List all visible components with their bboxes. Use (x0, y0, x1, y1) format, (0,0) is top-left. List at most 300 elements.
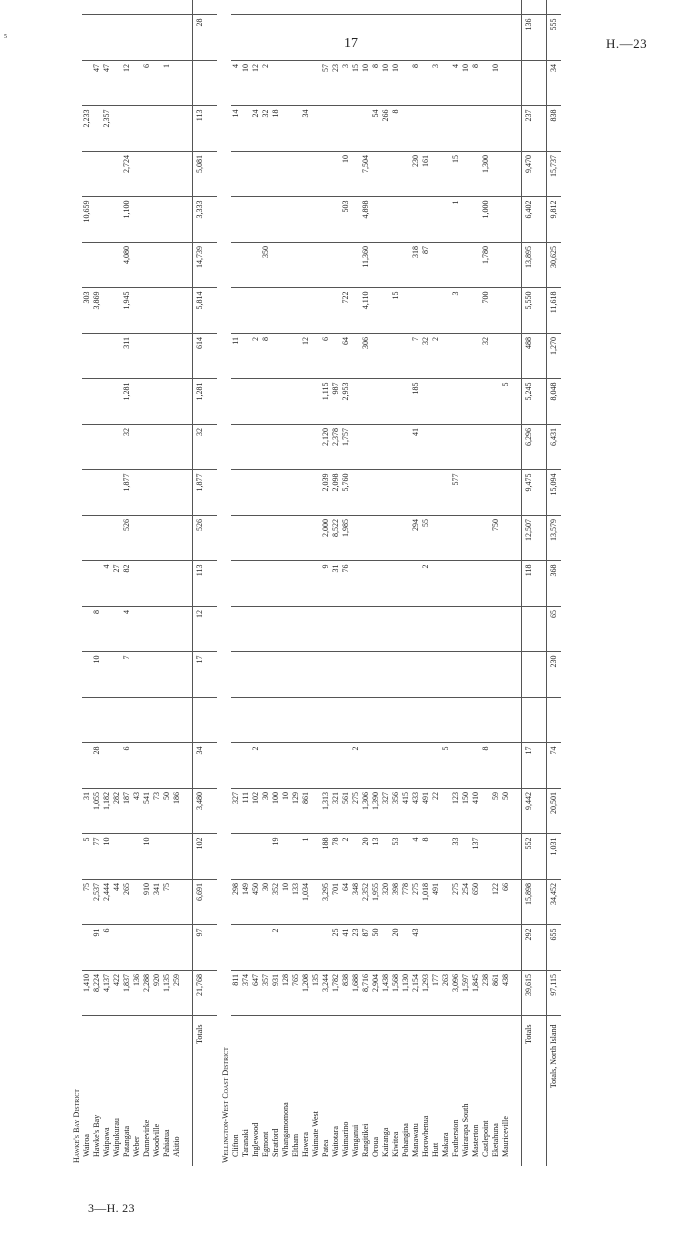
table-row (132, 0, 142, 1166)
table-cell: 410 (471, 789, 481, 835)
table-cell (361, 698, 371, 744)
table-cell (112, 698, 122, 744)
table-cell (281, 61, 291, 107)
table-cell (193, 0, 208, 15)
spacer-cell (207, 607, 217, 653)
table-cell: 1,877 (193, 470, 208, 516)
table-cell (132, 15, 142, 61)
table-cell: 4,080 (122, 243, 132, 289)
table-cell: 5,814 (193, 288, 208, 334)
table-cell (451, 607, 461, 653)
table-cell (172, 152, 182, 198)
table-cell (381, 698, 391, 744)
table-cell: 2,120 (321, 425, 331, 471)
table-cell (491, 607, 501, 653)
spacer-row (536, 0, 547, 1166)
spacer-cell (536, 197, 547, 243)
table-cell (281, 925, 291, 971)
table-cell: 10 (92, 652, 102, 698)
table-cell (431, 652, 441, 698)
table-cell (501, 698, 511, 744)
table-cell (421, 0, 431, 15)
table-cell (92, 698, 102, 744)
table-cell (381, 652, 391, 698)
table-row (501, 0, 511, 1166)
row-label: Clifton (231, 1134, 240, 1157)
row-label: Hawke's Bay (92, 1114, 101, 1157)
table-cell: 6 (122, 743, 132, 789)
row-label: Patangata (122, 1125, 131, 1157)
table-cell (102, 516, 112, 562)
table-cell (431, 925, 441, 971)
table-row (92, 0, 102, 1166)
spacer-cell (207, 652, 217, 698)
spacer-cell (207, 0, 217, 15)
table-cell: 5,081 (193, 152, 208, 198)
table-cell (311, 789, 321, 835)
table-cell: 230 (411, 152, 421, 198)
table-cell: 136 (132, 971, 142, 1017)
table-cell (481, 470, 491, 516)
table-cell: 422 (112, 971, 122, 1017)
table-cell (311, 152, 321, 198)
table-cell (162, 652, 172, 698)
table-cell (162, 379, 172, 425)
table-cell (92, 379, 102, 425)
table-cell (172, 516, 182, 562)
table-cell (291, 834, 301, 880)
table-cell (471, 152, 481, 198)
table-cell (351, 607, 361, 653)
table-cell (501, 334, 511, 380)
table-cell (321, 607, 331, 653)
table-cell: 13,579 (547, 516, 562, 562)
table-cell (172, 425, 182, 471)
table-cell (92, 0, 102, 15)
table-cell (271, 15, 281, 61)
table-cell (341, 652, 351, 698)
table-row (481, 0, 491, 1166)
table-cell (381, 743, 391, 789)
table-cell (281, 652, 291, 698)
spacer-cell (182, 425, 193, 471)
table-cell (281, 106, 291, 152)
table-cell (132, 925, 142, 971)
table-cell (401, 152, 411, 198)
table-cell (251, 379, 261, 425)
table-cell: 31 (82, 789, 92, 835)
row-label: Waitotara (331, 1126, 340, 1157)
table-cell (361, 652, 371, 698)
table-cell (421, 425, 431, 471)
table-cell (441, 834, 451, 880)
table-cell: 1 (162, 61, 172, 107)
table-cell (142, 106, 152, 152)
table-cell: 23 (331, 61, 341, 107)
table-cell: 4,898 (361, 197, 371, 243)
table-cell (112, 334, 122, 380)
table-cell (291, 516, 301, 562)
table-cell (311, 652, 321, 698)
spacer-cell (536, 152, 547, 198)
spacer-cell (536, 880, 547, 926)
table-cell: 1 (301, 834, 311, 880)
table-cell (431, 15, 441, 61)
table-cell (301, 470, 311, 516)
table-cell (152, 197, 162, 243)
table-cell (231, 925, 241, 971)
table-cell (401, 15, 411, 61)
table-cell (112, 516, 122, 562)
spacer-cell (207, 334, 217, 380)
table-cell: 701 (331, 880, 341, 926)
spacer-cell (182, 607, 193, 653)
table-cell (441, 334, 451, 380)
table-cell (271, 0, 281, 15)
table-cell (461, 561, 471, 607)
table-cell: 3,244 (321, 971, 331, 1017)
table-cell (251, 425, 261, 471)
table-cell (501, 0, 511, 15)
table-cell (132, 516, 142, 562)
table-cell: 910 (142, 880, 152, 926)
table-cell: 8 (391, 106, 401, 152)
table-cell (311, 516, 321, 562)
table-cell (251, 288, 261, 334)
table-cell (371, 652, 381, 698)
spacer-cell (207, 470, 217, 516)
table-cell (261, 743, 271, 789)
row-label: Kairanga (381, 1127, 390, 1157)
table-cell (291, 925, 301, 971)
spacer-cell (207, 971, 217, 1017)
table-cell (421, 288, 431, 334)
row-label: Featherston (451, 1119, 460, 1157)
table-cell: 237 (522, 106, 537, 152)
table-cell (331, 334, 341, 380)
table-cell (82, 379, 92, 425)
table-cell (331, 15, 341, 61)
table-cell (361, 106, 371, 152)
table-cell (261, 425, 271, 471)
table-cell (501, 243, 511, 289)
table-cell (381, 561, 391, 607)
spacer-cell (207, 425, 217, 471)
table-cell: 43 (132, 789, 142, 835)
table-cell (351, 516, 361, 562)
table-cell (241, 652, 251, 698)
table-cell (231, 15, 241, 61)
table-cell: 3,096 (451, 971, 461, 1017)
table-cell: 2 (251, 334, 261, 380)
table-cell (331, 106, 341, 152)
table-cell: 838 (547, 106, 562, 152)
table-cell: 1,985 (341, 516, 351, 562)
table-cell: 765 (291, 971, 301, 1017)
table-cell: 10 (341, 152, 351, 198)
table-cell (461, 243, 471, 289)
table-cell (471, 698, 481, 744)
table-cell: 2,537 (92, 880, 102, 926)
table-cell (441, 607, 451, 653)
table-cell (461, 106, 471, 152)
table-cell (172, 834, 182, 880)
table-row (102, 0, 112, 1166)
table-row (401, 0, 411, 1166)
table-cell (481, 61, 491, 107)
table-cell: 10 (391, 61, 401, 107)
spacer-cell (207, 379, 217, 425)
table-cell: 50 (371, 925, 381, 971)
table-cell: 2 (421, 561, 431, 607)
table-cell (132, 561, 142, 607)
table-cell (401, 834, 411, 880)
table-cell (481, 15, 491, 61)
table-cell: 327 (231, 789, 241, 835)
table-row (361, 0, 371, 1166)
table-cell (341, 15, 351, 61)
table-cell (301, 152, 311, 198)
table-cell (162, 834, 172, 880)
table-cell: 4 (122, 607, 132, 653)
table-cell (391, 470, 401, 516)
table-cell: 298 (231, 880, 241, 926)
table-cell (381, 334, 391, 380)
table-cell (112, 243, 122, 289)
table-cell (162, 925, 172, 971)
table-cell (102, 197, 112, 243)
table-cell: 3,869 (92, 288, 102, 334)
table-cell (92, 561, 102, 607)
spacer-cell (536, 834, 547, 880)
table-cell (351, 152, 361, 198)
table-cell (281, 379, 291, 425)
table-cell: 1,597 (461, 971, 471, 1017)
table-cell: 920 (152, 971, 162, 1017)
table-cell (471, 197, 481, 243)
table-cell (351, 652, 361, 698)
table-cell (142, 652, 152, 698)
table-cell: 12,507 (522, 516, 537, 562)
table-cell (261, 15, 271, 61)
table-cell (162, 561, 172, 607)
table-cell (301, 743, 311, 789)
table-cell: 34 (547, 61, 562, 107)
table-cell: 18 (271, 106, 281, 152)
spacer-cell (182, 1016, 193, 1166)
table-cell (391, 152, 401, 198)
spacer-cell (511, 743, 522, 789)
table-cell (142, 470, 152, 516)
table-cell (441, 652, 451, 698)
table-cell (471, 106, 481, 152)
table-cell: 356 (391, 789, 401, 835)
table-cell (92, 516, 102, 562)
table-cell (301, 652, 311, 698)
table-cell: 275 (351, 789, 361, 835)
table-cell (311, 743, 321, 789)
table-row (142, 0, 152, 1166)
table-cell (172, 61, 182, 107)
statistics-table (68, 0, 561, 1166)
table-cell (281, 516, 291, 562)
table-cell (122, 834, 132, 880)
table-cell: 135 (311, 971, 321, 1017)
table-cell (241, 743, 251, 789)
table-cell (421, 743, 431, 789)
table-cell (451, 243, 461, 289)
table-cell: 13,895 (522, 243, 537, 289)
table-cell (321, 698, 331, 744)
table-cell (381, 607, 391, 653)
table-cell (421, 925, 431, 971)
table-cell (341, 743, 351, 789)
table-cell (391, 15, 401, 61)
table-row (431, 0, 441, 1166)
spacer-cell (511, 425, 522, 471)
table-cell (152, 61, 162, 107)
table-cell (421, 607, 431, 653)
table-cell (301, 516, 311, 562)
spacer-cell (536, 288, 547, 334)
table-cell (501, 925, 511, 971)
table-cell (391, 698, 401, 744)
table-cell (291, 288, 301, 334)
table-cell: 34 (193, 743, 208, 789)
table-cell (251, 925, 261, 971)
table-cell (172, 0, 182, 15)
table-cell: 4 (411, 834, 421, 880)
table-cell (112, 197, 122, 243)
table-cell (132, 379, 142, 425)
table-cell (441, 0, 451, 15)
table-cell (401, 561, 411, 607)
table-cell (331, 243, 341, 289)
table-cell (82, 61, 92, 107)
table-cell (142, 15, 152, 61)
spacer-cell (536, 470, 547, 516)
section-heading: Hawke's Bay District (72, 1089, 81, 1163)
table-cell (451, 334, 461, 380)
table-cell (132, 106, 142, 152)
table-cell: 3,333 (193, 197, 208, 243)
table-cell (401, 743, 411, 789)
table-cell (381, 288, 391, 334)
table-cell (401, 607, 411, 653)
table-cell: 1,300 (481, 152, 491, 198)
table-cell (132, 61, 142, 107)
table-cell (361, 0, 371, 15)
table-cell (281, 15, 291, 61)
table-cell (271, 152, 281, 198)
table-cell (431, 834, 441, 880)
table-cell (411, 106, 421, 152)
row-label: Manawatu (411, 1123, 420, 1157)
table-cell: 8 (481, 743, 491, 789)
table-cell (261, 834, 271, 880)
table-row (291, 0, 301, 1166)
table-cell: 294 (411, 516, 421, 562)
table-cell: 238 (481, 971, 491, 1017)
spacer-cell (207, 15, 217, 61)
table-cell (301, 197, 311, 243)
table-cell (331, 197, 341, 243)
table-cell (112, 470, 122, 516)
table-cell: 5 (441, 743, 451, 789)
table-cell: 118 (522, 561, 537, 607)
table-cell (441, 561, 451, 607)
table-cell (461, 379, 471, 425)
table-cell (381, 516, 391, 562)
table-cell (271, 607, 281, 653)
table-cell (431, 106, 441, 152)
table-cell (301, 925, 311, 971)
row-label: Hutt (431, 1142, 440, 1157)
table-cell (281, 425, 291, 471)
table-cell (82, 516, 92, 562)
table-cell (172, 607, 182, 653)
table-cell (421, 106, 431, 152)
table-cell: 2,953 (341, 379, 351, 425)
table-cell (391, 0, 401, 15)
table-cell: 4 (102, 561, 112, 607)
table-cell: 275 (411, 880, 421, 926)
table-cell (441, 61, 451, 107)
table-cell (431, 379, 441, 425)
table-cell (92, 152, 102, 198)
spacer-cell (536, 243, 547, 289)
row-label: Makara (441, 1132, 450, 1157)
spacer-cell (511, 607, 522, 653)
table-cell (241, 0, 251, 15)
table-cell (261, 698, 271, 744)
table-cell (481, 0, 491, 15)
table-cell (421, 61, 431, 107)
table-cell (331, 743, 341, 789)
table-cell (102, 652, 112, 698)
table-cell (261, 288, 271, 334)
table-cell: 10 (361, 61, 371, 107)
table-cell: 1,208 (301, 971, 311, 1017)
table-cell (102, 288, 112, 334)
table-cell (231, 652, 241, 698)
table-cell (371, 516, 381, 562)
table-cell (271, 470, 281, 516)
spacer-cell (182, 925, 193, 971)
table-cell (401, 197, 411, 243)
table-cell: 8,224 (92, 971, 102, 1017)
table-cell: 2,098 (331, 470, 341, 516)
table-cell (301, 61, 311, 107)
spacer-cell (511, 1016, 522, 1166)
table-cell (112, 925, 122, 971)
row-label: Hawera (301, 1132, 310, 1157)
row-label: Waimarino (341, 1121, 350, 1157)
table-row (471, 0, 481, 1166)
table-cell (142, 288, 152, 334)
table-cell: 11 (231, 334, 241, 380)
spacer-cell (511, 698, 522, 744)
table-cell (271, 652, 281, 698)
table-cell (371, 607, 381, 653)
table-cell (431, 152, 441, 198)
table-cell (501, 288, 511, 334)
table-cell (291, 607, 301, 653)
table-cell (401, 61, 411, 107)
table-cell: 1,688 (351, 971, 361, 1017)
table-cell: 97,115 (547, 971, 562, 1017)
table-cell: 41 (341, 925, 351, 971)
